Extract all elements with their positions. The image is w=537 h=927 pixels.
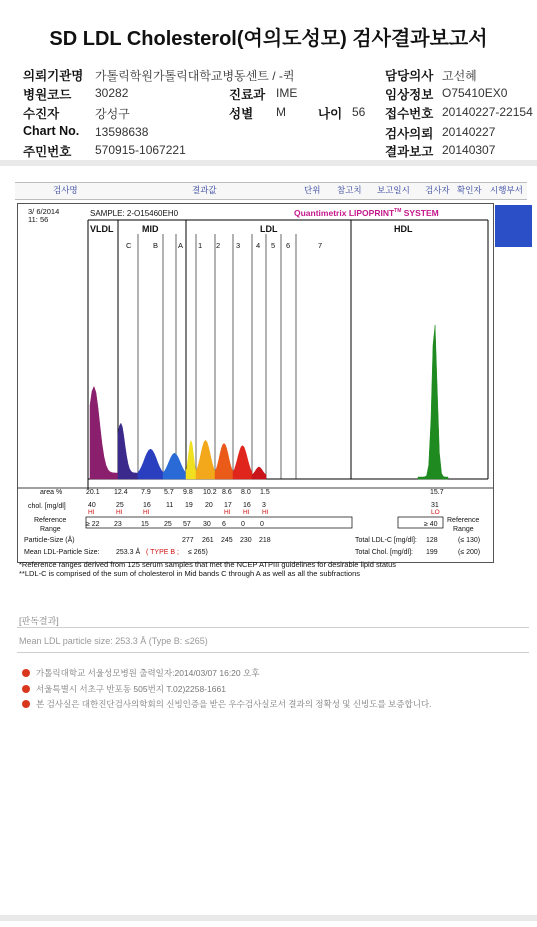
ref-label: Reference: [34, 517, 67, 524]
ldl-band-label: 3: [236, 241, 241, 250]
blue-marker: [495, 205, 532, 247]
chol-value: 16: [143, 502, 151, 509]
opinion-header: [판독결과]: [19, 616, 59, 626]
brand-suffix: SYSTEM: [403, 208, 439, 218]
ldl-band-label: 7: [318, 241, 323, 250]
ldl-band-label: 2: [216, 241, 221, 250]
chol-value: 16: [243, 502, 251, 509]
brand-name: LIPOPRINT: [348, 208, 395, 218]
column-header: 확인자: [457, 185, 482, 195]
chol-value: 25: [116, 502, 124, 509]
ref-value: 23: [114, 521, 122, 528]
total-ldl-label: Total LDL-C [mg/dl]:: [355, 537, 417, 544]
ldl4-peak: [233, 446, 252, 479]
info-value: 20140227: [442, 125, 496, 139]
footer-certification: 본 검사실은 대한진단검사의학회의 신빙인증을 받은 우수검사실로서 결과의 정확성 및 신빙도를 보증합니다.: [22, 698, 431, 710]
note-ldl: **LDL-C is comprised of the sum of cholesterol in Mid bands C through A as well as all the subfractions: [19, 569, 361, 578]
chol-value: 20: [205, 502, 213, 509]
ref-value: ≥ 22: [86, 521, 100, 528]
particle-size-value: 230: [240, 537, 252, 544]
info-label: 성별: [229, 107, 254, 121]
column-header: 단위: [304, 185, 321, 195]
band-group-label: VLDL: [90, 224, 114, 234]
section-divider: [0, 160, 537, 166]
report-date: 3/ 6/2014: [28, 207, 60, 216]
info-label: 담당의사: [385, 69, 434, 83]
info-label: 병원코드: [23, 88, 72, 102]
ldl5-peak: [252, 467, 266, 479]
vldl-peak: [90, 387, 118, 480]
column-header: 참고치: [337, 185, 362, 195]
hdl-area-value: 15.7: [430, 489, 444, 496]
info-value: M: [276, 105, 286, 119]
chol-label: chol. [mg/dl]: [28, 503, 66, 510]
chol-flag: HI: [116, 509, 123, 516]
hdl-chol-value: 31: [431, 502, 439, 509]
bullet-icon: [22, 685, 30, 693]
mid-band-label: B: [153, 241, 159, 250]
bottom-divider: [0, 915, 537, 921]
ref-value: 57: [183, 521, 191, 528]
chol-flag: HI: [224, 509, 231, 516]
area-value: 10.2: [203, 489, 217, 496]
column-header: 보고일시: [377, 185, 410, 195]
info-label: 진료과: [229, 88, 266, 102]
area-value: 1.5: [260, 489, 270, 496]
column-header: 검사자: [425, 185, 450, 195]
info-label: 검사의뢰: [385, 127, 434, 141]
ref-value: 15: [141, 521, 149, 528]
chol-value: 40: [88, 502, 96, 509]
info-value: 가톨릭학원가톨릭대학교병동센트 / -퀵: [95, 69, 295, 83]
ref-value: 25: [164, 521, 172, 528]
lipoprint-chart: [18, 204, 493, 562]
info-value: 570915-1067221: [95, 143, 186, 157]
total-ldl-value: 128: [426, 537, 438, 544]
hdl-peak: [418, 325, 448, 479]
report-time: 11: 56: [28, 215, 49, 224]
hdl-chol-flag: LO: [431, 509, 440, 516]
footer-hospital: 가톨릭대학교 서울성모병원 출력일자:2014/03/07 16:20 오후: [22, 667, 259, 679]
total-chol-label: Total Chol. [mg/dl]:: [355, 549, 413, 556]
info-label: Chart No.: [23, 124, 80, 138]
footer-address: 서울특별시 서초구 반포동 505번지 T.02)2258-1661: [22, 683, 226, 695]
particle-size-value: 277: [182, 537, 194, 544]
mid-band-label: A: [178, 241, 184, 250]
area-value: 7.9: [141, 489, 151, 496]
info-value: IME: [276, 86, 298, 100]
area-value: 8.0: [241, 489, 251, 496]
area-label: area %: [40, 489, 63, 496]
info-label: 주민번호: [23, 145, 72, 159]
mid-c-peak: [118, 423, 138, 479]
chol-value: 19: [185, 502, 193, 509]
mean-ldl-label: Mean LDL-Particle Size:: [24, 549, 100, 556]
mid-a-peak: [163, 453, 186, 479]
ref-value: 0: [241, 521, 245, 528]
ref-label-right: Reference: [447, 517, 480, 524]
info-value: 고선혜: [442, 69, 477, 83]
info-value: 56: [352, 105, 366, 119]
hdl-ref-value: ≥ 40: [424, 521, 438, 528]
result-table-header: [15, 182, 527, 200]
area-value: 12.4: [114, 489, 128, 496]
info-label: 결과보고: [385, 145, 434, 159]
chol-flag: HI: [262, 509, 269, 516]
column-header: 결과값: [192, 185, 217, 195]
divider: [17, 652, 529, 653]
ref-label-right: Range: [453, 526, 474, 533]
ref-value: 0: [260, 521, 264, 528]
band-group-label: LDL: [260, 224, 278, 234]
band-group-label: HDL: [394, 224, 413, 234]
mean-ldl-ref: ≤ 265): [188, 549, 208, 556]
band-group-label: MID: [142, 224, 159, 234]
area-value: 8.6: [222, 489, 232, 496]
total-chol-ref: (≤ 200): [458, 549, 481, 556]
chol-flag: HI: [88, 509, 95, 516]
info-value: 20140227-22154: [442, 105, 533, 119]
info-label: 수진자: [23, 107, 60, 121]
ldl1-peak: [186, 441, 196, 479]
info-label: 나이: [318, 107, 343, 121]
info-value: 13598638: [95, 125, 149, 139]
brand-tm: TM: [394, 208, 402, 215]
ldl-band-label: 6: [286, 241, 291, 250]
chol-value: 11: [166, 502, 174, 509]
particle-size-value: 245: [221, 537, 233, 544]
report-notes: [19, 560, 396, 578]
lipoprint-report: [17, 203, 494, 563]
chol-value: 3: [262, 502, 266, 509]
column-header: 검사명: [53, 185, 78, 195]
reference-range-box: [86, 517, 352, 528]
brand-prefix: Quantimetrix: [294, 208, 347, 218]
ldl3-peak: [215, 443, 233, 479]
ldl2-peak: [196, 440, 215, 479]
ref-label: Range: [40, 526, 61, 533]
chol-value: 17: [224, 502, 232, 509]
bullet-icon: [22, 669, 30, 677]
info-label: 접수번호: [385, 107, 434, 121]
ref-value: 30: [203, 521, 211, 528]
ldl-band-label: 4: [256, 241, 261, 250]
divider: [17, 627, 529, 628]
particle-size-value: 218: [259, 537, 271, 544]
total-ldl-ref: (≤ 130): [458, 537, 481, 544]
ldl-band-label: 1: [198, 241, 203, 250]
ldl-band-label: 5: [271, 241, 276, 250]
ref-value: 6: [222, 521, 226, 528]
mean-ldl-type: ( TYPE B ;: [146, 549, 179, 556]
report-sample: SAMPLE: 2-O15460EH0: [90, 209, 179, 218]
chol-flag: HI: [143, 509, 150, 516]
particle-size-label: Particle-Size (Å): [24, 537, 75, 544]
info-value: O75410EX0: [442, 86, 508, 100]
mid-b-peak: [138, 449, 163, 479]
opinion-text: Mean LDL particle size: 253.3 Å (Type B: ≤265): [19, 636, 208, 646]
info-value: 30282: [95, 86, 129, 100]
info-value: 강성구: [95, 107, 130, 121]
particle-size-value: 261: [202, 537, 214, 544]
bullet-icon: [22, 700, 30, 708]
info-label: 임상정보: [385, 88, 434, 102]
info-label: 의뢰기관명: [23, 69, 84, 83]
column-header: 시행부서: [490, 185, 523, 195]
mean-ldl-value: 253.3 Å: [116, 549, 141, 556]
area-value: 5.7: [164, 489, 174, 496]
mid-band-label: C: [126, 241, 132, 250]
note-reference: *Reference ranges derived from 125 serum samples that met the NCEP ATPIII guidelines for desirable lipid status: [19, 560, 396, 569]
chol-flag: HI: [243, 509, 250, 516]
total-chol-value: 199: [426, 549, 438, 556]
area-value: 20.1: [86, 489, 100, 496]
info-value: 20140307: [442, 143, 496, 157]
area-value: 9.8: [183, 489, 193, 496]
page-title: SD LDL Cholesterol(여의도성모) 검사결과보고서: [49, 28, 488, 50]
